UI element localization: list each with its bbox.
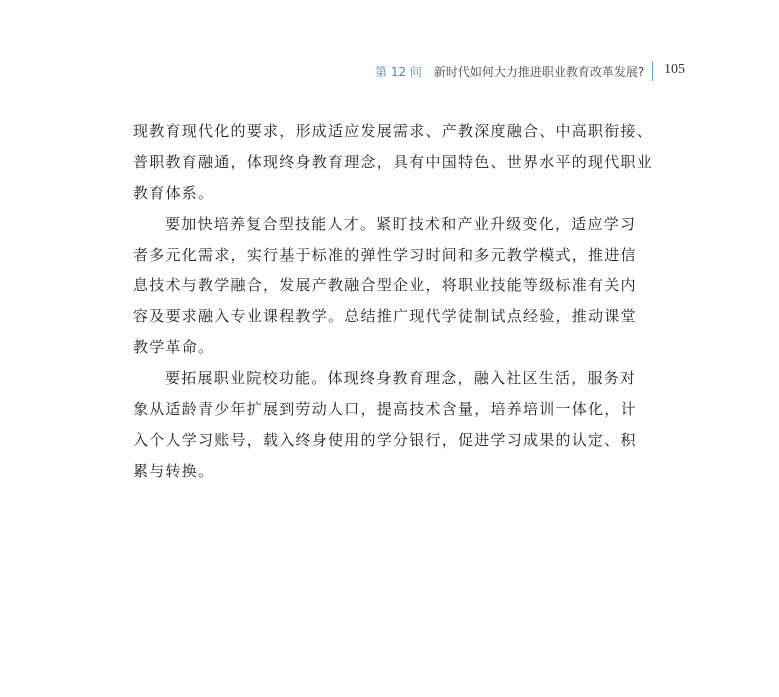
header-divider — [652, 61, 653, 81]
text-line: 教育体系。 — [133, 183, 215, 202]
paragraph — [133, 116, 653, 209]
paragraph — [133, 209, 653, 363]
body-text — [133, 116, 653, 487]
paragraph — [133, 363, 653, 487]
text-line: 现教育现代化的要求，形成适应发展需求、产教深度融合、中高职衔接、 — [133, 122, 654, 140]
text-line: 要拓展职业院校功能。体现终身教育理念，融入社区生活，服务对 — [165, 369, 637, 388]
question-number: 第 12 问 — [375, 64, 422, 79]
text-line: 教学革命。 — [133, 338, 215, 357]
text-line: 息技术与教学融合，发展产教融合型企业，将职业技能等级标准有关内 — [133, 276, 637, 295]
text-line: 要加快培养复合型技能人才。紧盯技术和产业升级变化，适应学习 — [165, 214, 637, 233]
text-line: 象从适龄青少年扩展到劳动人口，提高技术含量，培养培训一体化，计 — [133, 400, 637, 419]
chapter-title: 新时代如何大力推进职业教育改革发展? — [433, 64, 645, 79]
running-header — [375, 61, 685, 81]
page-number: 105 — [664, 62, 685, 77]
text-line: 入个人学习账号，载入终身使用的学分银行，促进学习成果的认定、积 — [133, 430, 637, 449]
text-line: 累与转换。 — [133, 461, 215, 480]
text-line: 者多元化需求，实行基于标准的弹性学习时间和多元教学模式，推进信 — [133, 245, 637, 264]
text-line: 容及要求融入专业课程教学。总结推广现代学徒制试点经验，推动课堂 — [133, 307, 637, 326]
text-line: 普职教育融通，体现终身教育理念，具有中国特色、世界水平的现代职业 — [133, 152, 654, 171]
